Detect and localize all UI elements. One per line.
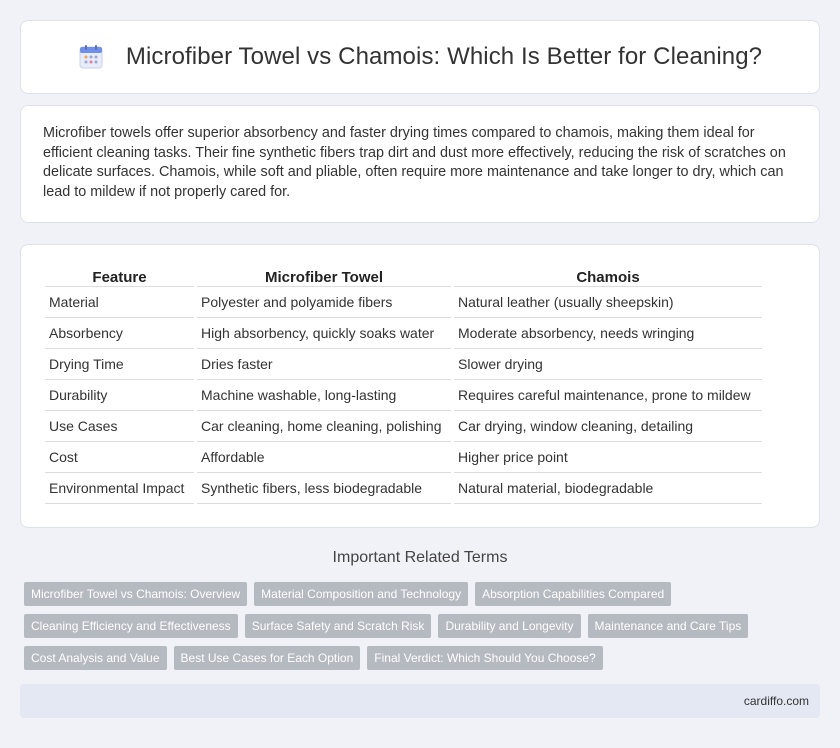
- table-header-row: [45, 267, 762, 287]
- related-term-tag[interactable]: Material Composition and Technology: [254, 582, 468, 606]
- footer: [20, 684, 820, 718]
- table-cell: Absorbency: [45, 318, 194, 349]
- page-title: Microfiber Towel vs Chamois: Which Is Better for Cleaning?: [125, 43, 763, 70]
- table-row: [45, 380, 762, 411]
- table-cell: Durability: [45, 380, 194, 411]
- table-cell: Environmental Impact: [45, 473, 194, 504]
- table-row: [45, 318, 762, 349]
- tag-row: [24, 646, 804, 670]
- table-row: [45, 411, 762, 442]
- calendar-icon: [78, 44, 104, 70]
- table-cell: Requires careful maintenance, prone to mildew: [454, 380, 762, 411]
- table-cell: Car drying, window cleaning, detailing: [454, 411, 762, 442]
- related-term-tag[interactable]: Final Verdict: Which Should You Choose?: [367, 646, 602, 670]
- table-row: [45, 442, 762, 473]
- footer-site-link[interactable]: cardiffo.com: [743, 694, 809, 708]
- table-cell: Material: [45, 287, 194, 318]
- table-cell: Synthetic fibers, less biodegradable: [197, 473, 451, 504]
- header-microfiber: Microfiber Towel: [197, 267, 451, 287]
- table-cell: High absorbency, quickly soaks water: [197, 318, 451, 349]
- related-term-tag[interactable]: Cleaning Efficiency and Effectiveness: [24, 614, 238, 638]
- related-term-tag[interactable]: Maintenance and Care Tips: [588, 614, 749, 638]
- comparison-table-card: [20, 244, 820, 528]
- table-cell: Slower drying: [454, 349, 762, 380]
- table-cell: Natural leather (usually sheepskin): [454, 287, 762, 318]
- related-term-tag[interactable]: Best Use Cases for Each Option: [174, 646, 361, 670]
- table-cell: Use Cases: [45, 411, 194, 442]
- related-term-tag[interactable]: Absorption Capabilities Compared: [475, 582, 671, 606]
- table-cell: Car cleaning, home cleaning, polishing: [197, 411, 451, 442]
- table-cell: Dries faster: [197, 349, 451, 380]
- related-terms-title: Important Related Terms: [332, 549, 508, 566]
- related-terms-tags: [24, 582, 804, 678]
- table-cell: Cost: [45, 442, 194, 473]
- header-chamois: Chamois: [454, 267, 762, 287]
- table-cell: Affordable: [197, 442, 451, 473]
- related-term-tag[interactable]: Cost Analysis and Value: [24, 646, 167, 670]
- table-cell: Moderate absorbency, needs wringing: [454, 318, 762, 349]
- comparison-table: [42, 267, 765, 504]
- tag-row: [24, 614, 804, 638]
- table-row: [45, 287, 762, 318]
- table-cell: Machine washable, long-lasting: [197, 380, 451, 411]
- related-term-tag[interactable]: Durability and Longevity: [438, 614, 580, 638]
- tag-row: [24, 582, 804, 606]
- title-card: [20, 20, 820, 94]
- table-row: [45, 473, 762, 504]
- table-cell: Polyester and polyamide fibers: [197, 287, 451, 318]
- header-feature: Feature: [45, 267, 194, 287]
- intro-paragraph: Microfiber towels offer superior absorbency and faster drying times compared to chamois, making them ideal for efficient cleaning tasks. Their fine synthetic fibers trap dirt and dust more effectively, reducing the risk of scratches on delicate surfaces. Chamois, while soft and pliable, often require more maintenance and take longer to dry, which can lead to mildew if not properly cared for.: [43, 125, 786, 200]
- related-term-tag[interactable]: Surface Safety and Scratch Risk: [245, 614, 432, 638]
- table-cell: Natural material, biodegradable: [454, 473, 762, 504]
- intro-card: [20, 105, 820, 223]
- related-term-tag[interactable]: Microfiber Towel vs Chamois: Overview: [24, 582, 247, 606]
- table-cell: Drying Time: [45, 349, 194, 380]
- table-cell: Higher price point: [454, 442, 762, 473]
- table-row: [45, 349, 762, 380]
